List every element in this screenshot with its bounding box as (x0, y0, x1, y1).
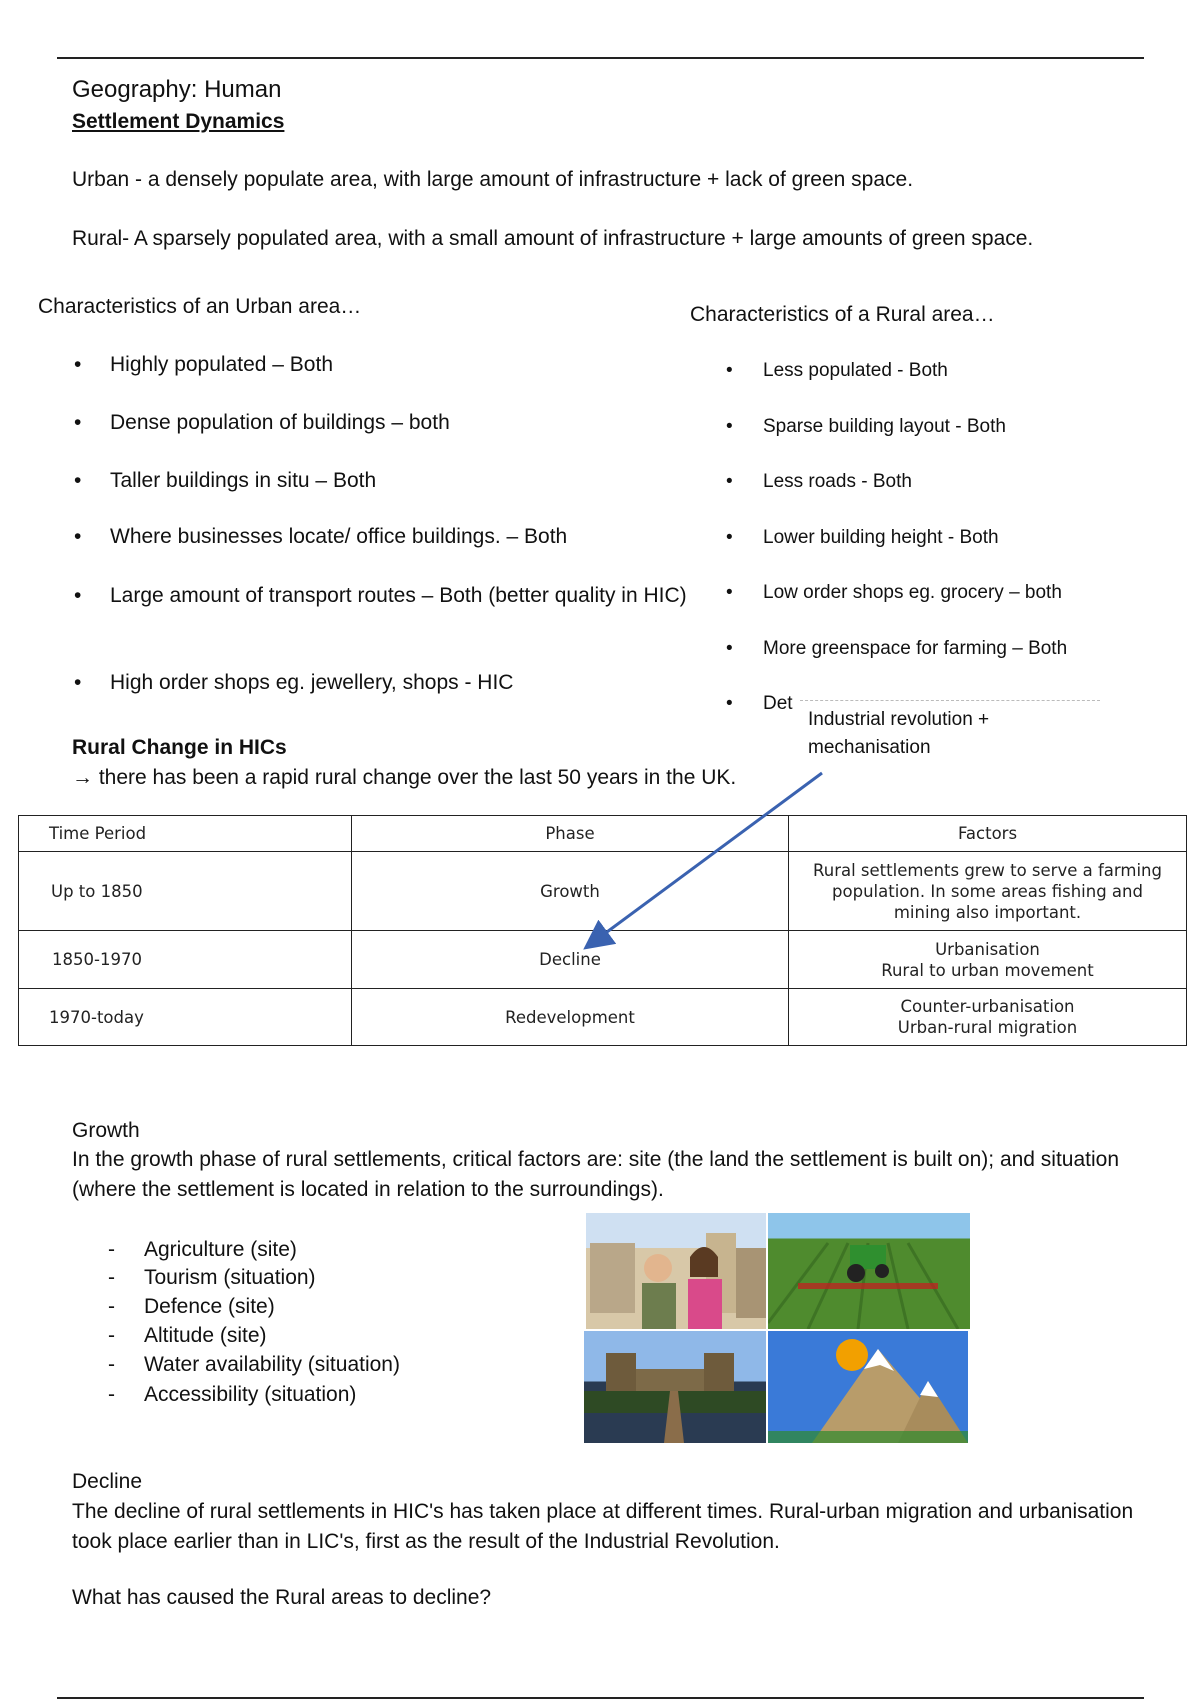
rural-characteristics-heading: Characteristics of a Rural area… (690, 303, 995, 326)
dash-icon: - (108, 1383, 115, 1406)
dash-icon: - (108, 1238, 115, 1261)
subject-title: Geography: Human (72, 76, 282, 103)
decline-heading: Decline (72, 1470, 143, 1493)
phase-cell: Growth (352, 852, 789, 931)
phase-cell: Redevelopment (352, 989, 789, 1046)
callout-line-1: Industrial revolution + (808, 709, 990, 730)
period-cell: 1970-today (19, 989, 352, 1046)
urban-definition: Urban - a densely populate area, with large amount of infrastructure + lack of green space. (72, 168, 914, 191)
bullet-icon: • (74, 411, 82, 434)
tourism-image (586, 1213, 766, 1329)
urban-characteristic-item: • Large amount of transport routes – Both (better quality in HIC) (74, 581, 694, 641)
rural-change-intro: → there has been a rapid rural change over the last 50 years in the UK. (72, 766, 737, 789)
bottom-rule (57, 1697, 1144, 1699)
rural-change-heading: Rural Change in HICs (72, 736, 287, 759)
altitude-diagram-image (768, 1331, 968, 1443)
urban-characteristics-heading: Characteristics of an Urban area… (38, 295, 362, 318)
growth-text: In the growth phase of rural settlements, critical factors are: site (the land the settlement is built on); and situation (where the settlement is located in relation to the surroundings). (72, 1148, 1120, 1201)
bullet-icon: • (74, 671, 82, 694)
period-cell: 1850-1970 (19, 931, 352, 989)
bullet-icon: • (726, 416, 733, 437)
decline-question: What has caused the Rural areas to decline? (72, 1586, 492, 1609)
castle-image (584, 1331, 766, 1443)
bullet-icon: • (74, 469, 82, 492)
period-cell: Up to 1850 (19, 852, 352, 931)
growth-heading: Growth (72, 1119, 140, 1142)
tourists-illustration (586, 1213, 766, 1329)
factors-line: Urbanisation (935, 939, 1040, 959)
farmland-image (768, 1213, 970, 1329)
factors-line: Rural to urban movement (881, 960, 1094, 980)
bullet-icon: • (726, 582, 733, 603)
dash-icon: - (108, 1266, 115, 1289)
dash-icon: - (108, 1353, 115, 1376)
column-header: Factors (789, 816, 1187, 852)
decline-text: The decline of rural settlements in HIC's has taken place at different times. Rural-urban migration and urbanisation took place earlier than in LIC's, first as the result of the Industrial Revolution. (72, 1500, 1134, 1553)
factors-cell: Rural settlements grew to serve a farming population. In some areas fishing and mining also important. (789, 852, 1187, 931)
factors-line: Urban-rural migration (897, 1018, 1078, 1037)
column-header: Time Period (19, 816, 352, 852)
dash-icon: - (108, 1295, 115, 1318)
topic-title: Settlement Dynamics (72, 110, 285, 133)
phase-cell: Decline (352, 931, 789, 989)
bullet-icon: • (726, 527, 733, 548)
bullet-icon: • (726, 471, 733, 492)
bullet-icon: • (726, 693, 733, 714)
bullet-icon: • (726, 360, 733, 381)
bullet-icon: • (74, 584, 82, 607)
rural-definition: Rural- A sparsely populated area, with a small amount of infrastructure + large amounts of green space. (72, 227, 1034, 250)
column-header: Phase (352, 816, 789, 852)
dash-icon: - (108, 1324, 115, 1347)
bullet-icon: • (74, 525, 82, 548)
tractor-illustration (768, 1213, 970, 1329)
bullet-icon: • (74, 353, 82, 376)
castle-illustration (584, 1331, 766, 1443)
mountain-illustration (768, 1331, 968, 1443)
callout-line-2: mechanisation (808, 737, 931, 758)
factors-line: Counter-urbanisation (900, 997, 1075, 1016)
bullet-icon: • (726, 638, 733, 659)
